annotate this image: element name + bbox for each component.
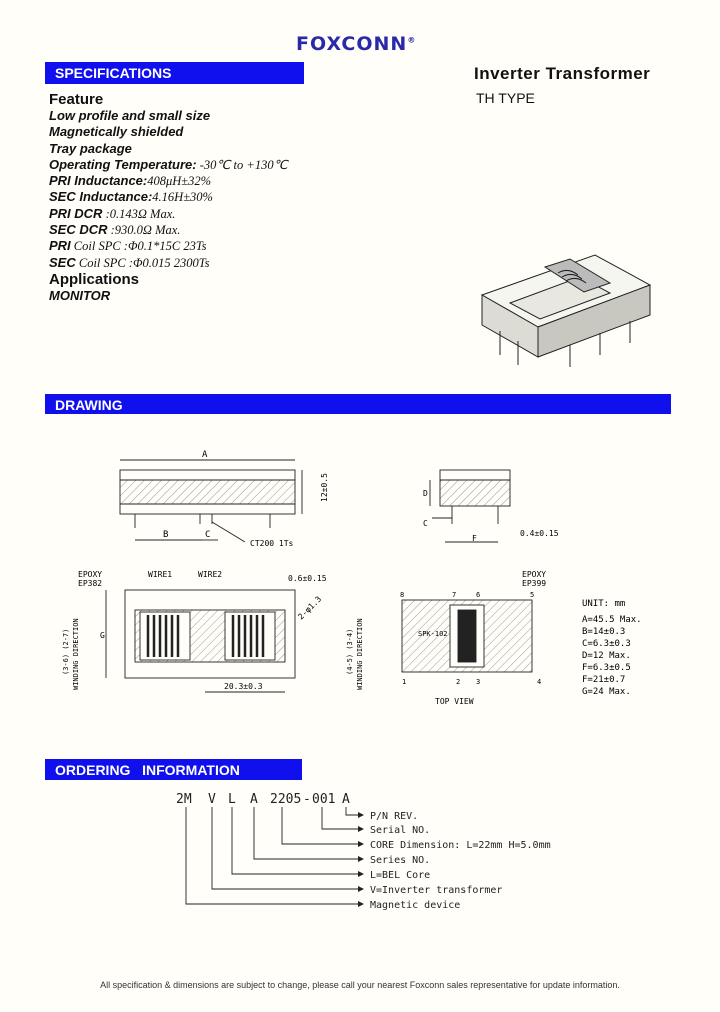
- pin-top-7: 7: [452, 591, 457, 599]
- pin-top-6: 6: [476, 591, 481, 599]
- code-part-serial: 001: [312, 792, 336, 807]
- dim-g-label: G: [100, 631, 105, 640]
- registered-mark: ®: [407, 35, 417, 45]
- sec-coil-row: [49, 255, 288, 271]
- section-title-specifications: SPECIFICATIONS: [55, 65, 172, 81]
- application-item: MONITOR: [49, 287, 111, 303]
- ct-label: CT200 1Ts: [250, 539, 294, 548]
- dim-c-label: C: [205, 530, 211, 540]
- order-desc: V=Inverter transformer: [370, 885, 503, 896]
- pri-coil-label: PRI: [49, 238, 71, 254]
- feature-item: Magnetically shielded: [49, 124, 184, 140]
- op-temp-row: [49, 157, 288, 173]
- section-title-ordering: ORDERING INFORMATION: [55, 762, 240, 778]
- code-part-rev: A: [342, 792, 350, 807]
- dim-b-label: B: [163, 530, 169, 540]
- dim-row: F=21±0.7: [582, 675, 626, 685]
- winding-left2-label: WINDING DIRECTION: [72, 618, 80, 690]
- order-desc: Series NO.: [370, 855, 431, 866]
- pin-bottom-4: 4: [537, 678, 542, 686]
- order-desc: L=BEL Core: [370, 870, 431, 881]
- pri-ind-value: 408μH±32%: [147, 174, 212, 189]
- section-bar-specifications: [45, 62, 304, 84]
- sec-dcr-label: SEC DCR: [49, 222, 108, 238]
- ordering-diagram: [170, 785, 590, 915]
- pin-bottom-3: 3: [476, 678, 481, 686]
- order-desc: Serial NO.: [370, 825, 431, 836]
- product-type: TH TYPE: [476, 90, 535, 106]
- code-part-l: L: [228, 792, 236, 807]
- pin-bottom-1: 1: [402, 678, 407, 686]
- op-temp-label: Operating Temperature:: [49, 156, 197, 172]
- pin-dim-label: 0.4±0.15: [520, 529, 559, 538]
- dim-c2-label: C: [423, 519, 428, 528]
- winding-left-label: (3-6) (2-7): [62, 628, 70, 675]
- wire1-label: WIRE1: [148, 570, 173, 579]
- code-part-core: 2205: [270, 792, 302, 807]
- winding-right2-label: WINDING DIRECTION: [356, 618, 364, 690]
- epoxy-right-label: EPOXY: [522, 570, 547, 579]
- sec-inductance-row: [49, 189, 288, 205]
- feature-item: Tray package: [49, 140, 132, 156]
- footer-note: All specification & dimensions are subject to change, please call your nearest Foxconn sales representative for update information.: [100, 980, 620, 990]
- top-view-label: TOP VIEW: [435, 697, 474, 706]
- sec-coil-value: Coil SPC :Φ0.015 2300Ts: [75, 255, 210, 270]
- dim-a-label: A: [202, 450, 208, 460]
- sec-dcr-row: [49, 222, 288, 238]
- pri-dcr-label: PRI DCR: [49, 205, 103, 221]
- pin-top-8: 8: [400, 591, 405, 599]
- pin-dim2-label: 0.6±0.15: [288, 574, 327, 583]
- pri-dcr-value: :0.143Ω Max.: [102, 206, 176, 221]
- wire2-label: WIRE2: [198, 570, 223, 579]
- code-part-series: 2M: [176, 792, 192, 807]
- code-part-dash: -: [303, 792, 311, 807]
- section-bar-ordering: [45, 759, 302, 780]
- pri-ind-label: PRI Inductance:: [49, 173, 148, 189]
- sec-dcr-value: :930.0Ω Max.: [107, 223, 181, 238]
- spk-label: SPK-102: [418, 630, 448, 638]
- pri-coil-value: Coil SPC :Φ0.1*15C 23Ts: [70, 239, 207, 254]
- order-desc: CORE Dimension: L=22mm H=5.0mm: [370, 840, 551, 851]
- spec-list: [49, 91, 288, 304]
- pri-dcr-row: [49, 206, 288, 222]
- ep-left-label: EP382: [78, 579, 103, 588]
- height-dim-label: 12±0.5: [320, 473, 329, 502]
- section-bar-drawing: [45, 394, 671, 414]
- product-photo: [470, 245, 670, 380]
- section-title-drawing: DRAWING: [55, 397, 123, 413]
- product-title: Inverter Transformer: [474, 64, 651, 83]
- dim-f-label: F: [472, 534, 477, 543]
- code-part-v: V: [208, 792, 216, 807]
- applications-heading: Applications: [49, 270, 140, 288]
- op-temp-value: -30℃ to +130℃: [196, 157, 288, 172]
- logo-text: FOXCONN: [296, 33, 408, 55]
- dim-row: C=6.3±0.3: [582, 639, 631, 649]
- dim-row: A=45.5 Max.: [582, 615, 642, 625]
- epoxy-left-label: EPOXY: [78, 570, 103, 579]
- sec-coil-label: SEC: [49, 254, 76, 270]
- dim-d-label: D: [423, 489, 428, 498]
- dim-row: D=12 Max.: [582, 651, 631, 661]
- unit-label: UNIT: mm: [582, 599, 626, 609]
- sec-ind-value: 4.16H±30%: [152, 190, 213, 205]
- dim-row: F=6.3±0.5: [582, 663, 631, 673]
- dim-row: B=14±0.3: [582, 627, 626, 637]
- ep-right-label: EP399: [522, 579, 547, 588]
- pin-bottom-2: 2: [456, 678, 461, 686]
- foxconn-logo: [296, 33, 416, 55]
- lead-dim-label: 2-φ1.3: [296, 594, 324, 622]
- feature-heading: Feature: [49, 91, 104, 108]
- code-part-a: A: [250, 792, 258, 807]
- feature-item: Low profile and small size: [49, 108, 211, 123]
- dim-row: G=24 Max.: [582, 687, 631, 697]
- pri-coil-row: [49, 238, 288, 254]
- technical-drawing: [40, 440, 680, 715]
- order-desc: P/N REV.: [370, 811, 419, 822]
- pin-top-5: 5: [530, 591, 535, 599]
- sec-ind-label: SEC Inductance:: [49, 189, 153, 205]
- order-desc: Magnetic device: [370, 900, 461, 911]
- winding-right-label: (4-5) (3-4): [346, 628, 354, 675]
- width-dim-label: 20.3±0.3: [224, 682, 263, 691]
- pri-inductance-row: [49, 173, 288, 189]
